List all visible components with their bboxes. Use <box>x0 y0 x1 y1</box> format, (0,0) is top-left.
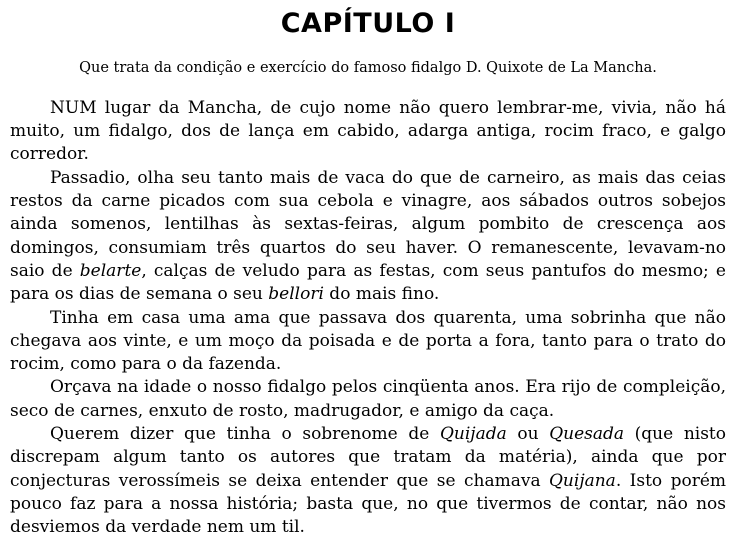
paragraph <box>10 423 726 539</box>
text-segment: , calças de veludo para as festas, com seus pantufos do mesmo; e para os dias de semana o seu <box>10 260 726 305</box>
chapter-subtitle: Que trata da condição e exercício do famoso fidalgo D. Quixote de La Mancha. <box>79 60 657 77</box>
text-segment: NUM lugar da Mancha, de cujo nome não quero lembrar-me, vivia, não há muito, um fidalgo, dos de lança em cabido, adarga antiga, rocim fraco, e galgo corredor. <box>10 97 726 165</box>
paragraph <box>10 376 726 423</box>
text-segment: ou <box>506 424 550 445</box>
text-segment: do mais fino. <box>323 284 440 305</box>
italic-term: Quijada <box>439 424 507 445</box>
italic-term: belarte <box>79 260 142 281</box>
text-segment: Querem dizer que tinha o sobrenome de <box>50 424 440 445</box>
text-segment: . Isto porém pouco faz para a nossa história; basta que, no que tivermos de contar, não nos desviemos da verdade nem um til. <box>10 470 726 538</box>
paragraph <box>10 167 726 307</box>
italic-term: Quijana <box>549 470 616 491</box>
italic-term: Quesada <box>549 424 625 445</box>
text-segment: Tinha em casa uma ama que passava dos quarenta, uma sobrinha que não chegava aos vinte, e um moço da poisada e de porta a fora, tanto para o trato do rocim, como para o da fazenda. <box>10 307 726 375</box>
body-text <box>10 97 726 540</box>
text-segment: Passadio, olha seu tanto mais de vaca do que de carneiro, as mais das ceias restos da carne picados com sua cebola e vinagre, aos sábados outros sobejos ainda somenos, lentilhas às sextas-feiras, algum pombito de crescença aos domingos, consumiam três quartos do seu haver. O remanescente, levavam-no saio de <box>10 167 726 281</box>
paragraph <box>10 97 726 167</box>
italic-term: bellori <box>268 284 324 305</box>
text-segment: Orçava na idade o nosso fidalgo pelos cinqüenta anos. Era rijo de compleição, seco de carnes, enxuto de rosto, madrugador, e amigo da caça. <box>10 377 726 421</box>
paragraph <box>10 307 726 377</box>
chapter-title: CAPÍTULO I <box>280 8 456 39</box>
text-segment: (que nisto discrepam algum tanto os autores que tratam da matéria), ainda que por conjecturas verossímeis se deixa entender que se chamava <box>10 424 726 491</box>
